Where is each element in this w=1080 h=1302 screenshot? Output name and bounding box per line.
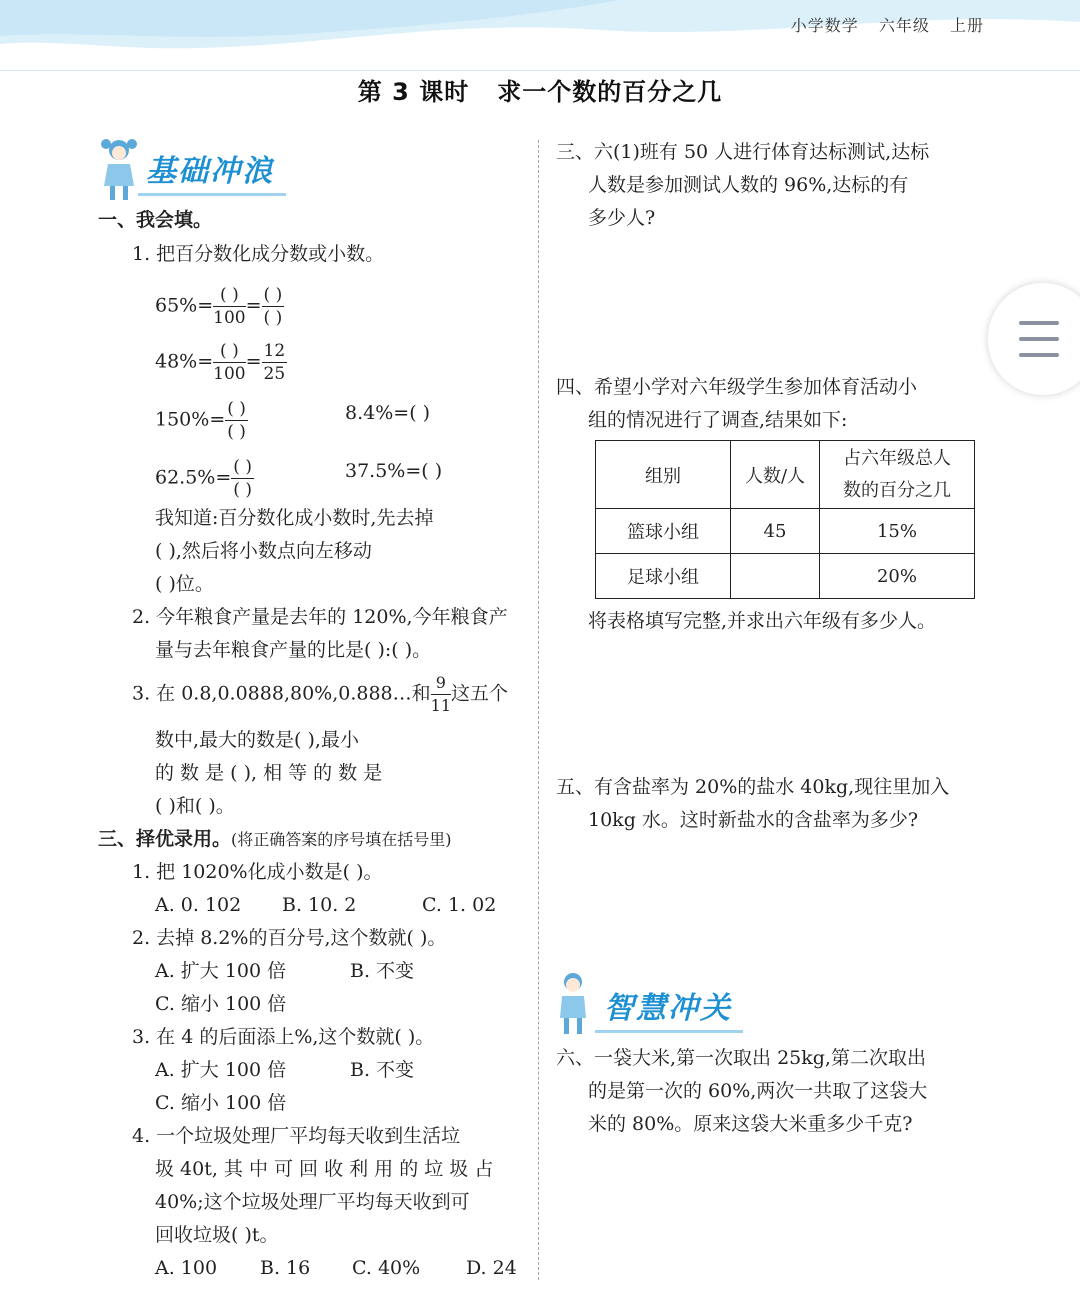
r-q6-line3: 米的 80%。原来这袋大米重多少千克? — [588, 1113, 913, 1135]
header-wave-decoration — [0, 0, 1080, 75]
floating-menu-button[interactable] — [988, 283, 1080, 395]
r-q3-line3: 多少人? — [588, 207, 656, 229]
header-series — [777, 13, 984, 36]
survey-table — [595, 440, 975, 599]
mc1-option-c: C. 1. 02 — [422, 894, 497, 916]
lesson-number: 第 3 课时 — [357, 78, 470, 106]
header-subject: 小学数学 — [790, 16, 859, 35]
header-rule — [0, 70, 1080, 71]
mc4-line2: 圾 40t, 其 中 可 回 收 利 用 的 垃 圾 占 — [155, 1158, 494, 1180]
mc3-option-a: A. 扩大 100 倍 — [155, 1059, 287, 1081]
r-q3-line2: 人数是参加测试人数的 96%,达标的有 — [588, 174, 909, 196]
table-cell: 45 — [731, 509, 820, 554]
mc1-option-b: B. 10. 2 — [282, 894, 357, 916]
table-cell: 篮球小组 — [596, 509, 731, 554]
mc3-option-b: B. 不变 — [350, 1059, 415, 1081]
section1-heading: 一、我会填。 — [98, 209, 213, 231]
mc3-option-c: C. 缩小 100 倍 — [155, 1092, 287, 1114]
q1-know-line1: 我知道:百分数化成小数时,先去掉 — [155, 507, 434, 529]
mc4-option-a: A. 100 — [155, 1257, 218, 1279]
section-badge-basic: 基础冲浪 — [146, 154, 274, 189]
badge-underline — [138, 193, 286, 196]
r-q6-line1: 六、一袋大米,第一次取出 25kg,第二次取出 — [556, 1047, 926, 1069]
mc4-option-d: D. 24 — [466, 1257, 517, 1279]
menu-icon — [1019, 321, 1059, 325]
q3-line1: 3. 在 0.8,0.0888,80%,0.888…和 $\frac{9}{11}$ 这五个 — [132, 673, 509, 715]
table-cell: 足球小组 — [596, 554, 731, 599]
q1-row4b: 37.5%=( ) — [345, 460, 443, 482]
menu-icon — [1019, 353, 1059, 357]
mc2-option-a: A. 扩大 100 倍 — [155, 960, 287, 982]
table-header-cell: 组别 — [596, 441, 731, 509]
r-q4-line2: 组的情况进行了调查,结果如下: — [588, 409, 848, 431]
mc4-line1: 4. 一个垃圾处理厂平均每天收到生活垃 — [132, 1125, 461, 1147]
q1-row1: 65%= $\frac{( )}{100}$ = $\frac{( )}{( )}$ — [155, 285, 283, 328]
q1-row3a: 150%= $\frac{( )}{( )}$ — [155, 399, 246, 442]
r-q4-line1: 四、希望小学对六年级学生参加体育活动小 — [556, 376, 918, 398]
q1-know-line2: ( ),然后将小数点向左移动 — [155, 540, 372, 562]
mc2-option-c: C. 缩小 100 倍 — [155, 993, 287, 1015]
page-title — [0, 72, 1080, 107]
mc2-stem: 2. 去掉 8.2%的百分号,这个数就( )。 — [132, 927, 447, 949]
girl-mascot-icon — [96, 136, 142, 202]
header-grade: 六年级 — [878, 16, 930, 35]
mc2-option-b: B. 不变 — [350, 960, 415, 982]
boy-mascot-icon — [550, 970, 596, 1036]
q2-line2: 量与去年粮食产量的比是( ):( )。 — [155, 639, 432, 661]
r-q5-line1: 五、有含盐率为 20%的盐水 40kg,现往里加入 — [556, 776, 950, 798]
q1-stem: 1. 把百分数化成分数或小数。 — [132, 243, 385, 265]
q1-row4a: 62.5%= $\frac{( )}{( )}$ — [155, 457, 252, 500]
table-header-cell: 人数/人 — [731, 441, 820, 509]
table-row — [596, 509, 975, 554]
menu-icon — [1019, 337, 1059, 341]
r-q6-line2: 的是第一次的 60%,两次一共取了这袋大 — [588, 1080, 928, 1102]
q1-row2: 48%= $\frac{( )}{100}$ = $\frac{12}{25}$ — [155, 341, 286, 384]
column-divider — [538, 140, 539, 1280]
lesson-topic: 求一个数的百分之几 — [497, 78, 723, 106]
badge-underline — [595, 1030, 743, 1033]
q3-line4: ( )和( )。 — [155, 795, 235, 817]
r-q4-after: 将表格填写完整,并求出六年级有多少人。 — [588, 610, 937, 632]
q2-line1: 2. 今年粮食产量是去年的 120%,今年粮食产 — [132, 606, 508, 628]
table-cell: 20% — [820, 554, 975, 599]
q3-line3: 的 数 是 ( ), 相 等 的 数 是 — [155, 762, 383, 784]
q1-know-line3: ( )位。 — [155, 573, 214, 595]
table-row — [596, 554, 975, 599]
mc3-stem: 3. 在 4 的后面添上%,这个数就( )。 — [132, 1026, 435, 1048]
table-cell: 15% — [820, 509, 975, 554]
table-cell — [731, 554, 820, 599]
mc4-line4: 回收垃圾( )t。 — [155, 1224, 279, 1246]
header-volume: 上册 — [949, 16, 984, 35]
table-header-cell: 占六年级总人 数的百分之几 — [820, 441, 975, 509]
table-header-row — [596, 441, 975, 509]
section3-heading: 三、择优录用。(将正确答案的序号填在括号里) — [98, 828, 452, 850]
section-badge-challenge: 智慧冲关 — [604, 991, 732, 1026]
q3-line2: 数中,最大的数是( ),最小 — [155, 729, 359, 751]
r-q3-line1: 三、六(1)班有 50 人进行体育达标测试,达标 — [556, 141, 930, 163]
r-q5-line2: 10kg 水。这时新盐水的含盐率为多少? — [588, 809, 919, 831]
mc1-stem: 1. 把 1020%化成小数是( )。 — [132, 861, 383, 883]
mc4-option-c: C. 40% — [352, 1257, 421, 1279]
q1-row3b: 8.4%=( ) — [345, 402, 431, 424]
mc1-option-a: A. 0. 102 — [155, 894, 242, 916]
mc4-line3: 40%;这个垃圾处理厂平均每天收到可 — [155, 1191, 470, 1213]
mc4-option-b: B. 16 — [260, 1257, 311, 1279]
